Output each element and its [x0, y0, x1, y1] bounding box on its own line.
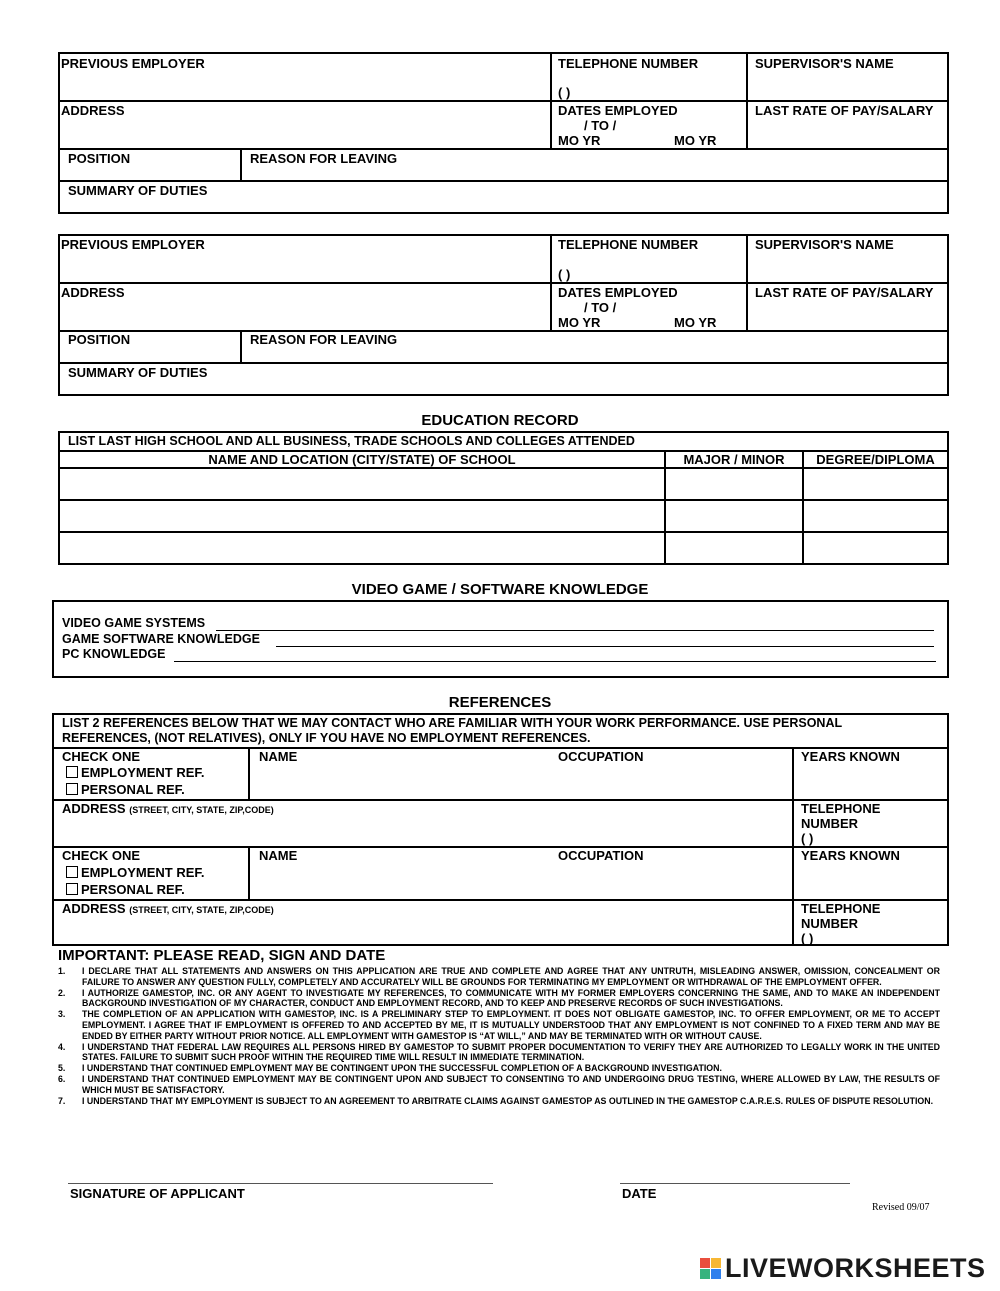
signature-label: SIGNATURE OF APPLICANT — [70, 1186, 245, 1201]
last-rate-field[interactable] — [746, 282, 947, 330]
game-software-line[interactable] — [276, 646, 934, 647]
notice-item: 1. I DECLARE THAT ALL STATEMENTS AND ANSWERS ON THIS APPLICATION ARE TRUE AND COMPLETE AND AGREE THAT ANY UNTRUTH, MISLEADING ANSWER, OMISSION, CONCEALMENT OR FAILURE TO ANSWER ANY QUESTION FULLY, COMPLETELY AND ACCURATELY WILL BE GROUNDS FOR TERMINATING MY EMPLOYMENT OR WITHDRAWAL OF THE EMPLOYMENT OFFER. — [58, 966, 940, 987]
employment-ref-option[interactable]: EMPLOYMENT REF. — [66, 865, 205, 880]
previous-employer-label: PREVIOUS EMPLOYER — [61, 237, 205, 252]
personal-ref-option[interactable]: PERSONAL REF. — [66, 882, 185, 897]
ref-name-label: NAME — [259, 848, 298, 863]
references-instruction: LIST 2 REFERENCES BELOW THAT WE MAY CONTACT WHO ARE FAMILIAR WITH YOUR WORK PERFORMANCE. USE PERSONAL REFERENCES, (NOT RELATIVES), ONLY IF YOU HAVE NO EMPLOYMENT REFERENCES. — [62, 716, 842, 745]
supervisors-name-field[interactable] — [746, 236, 947, 282]
degree-field-3[interactable] — [804, 533, 947, 563]
ref-name-field[interactable] — [250, 848, 792, 899]
phone-parens: ( ) — [558, 85, 571, 100]
employer-block-1 — [58, 52, 949, 214]
summary-of-duties-field[interactable] — [60, 362, 947, 394]
summary-of-duties-field[interactable] — [60, 180, 947, 212]
reason-for-leaving-label: REASON FOR LEAVING — [250, 332, 398, 347]
address-field[interactable] — [60, 100, 550, 148]
video-game-systems-line[interactable] — [216, 630, 934, 631]
position-label: POSITION — [68, 332, 131, 347]
important-list — [58, 966, 940, 1106]
liveworksheets-logo — [700, 1253, 986, 1284]
supervisors-name-label: SUPERVISOR'S NAME — [755, 56, 894, 71]
school-field-2[interactable] — [60, 501, 664, 531]
personal-ref-option[interactable]: PERSONAL REF. — [66, 782, 185, 797]
school-field-1[interactable] — [60, 469, 664, 499]
reason-for-leaving-label: REASON FOR LEAVING — [250, 151, 398, 166]
col-school-header: NAME AND LOCATION (CITY/STATE) OF SCHOOL — [208, 452, 516, 467]
ref-phone-parens: ( ) — [801, 831, 814, 846]
telephone-number-field[interactable] — [550, 54, 746, 100]
previous-employer-label: PREVIOUS EMPLOYER — [61, 56, 205, 71]
previous-employer-field[interactable] — [60, 236, 550, 282]
reason-for-leaving-field[interactable] — [240, 330, 947, 362]
signature-line[interactable] — [68, 1183, 493, 1184]
ref-address-field[interactable] — [54, 901, 792, 944]
ref-name-label: NAME — [259, 749, 298, 764]
education-table — [58, 431, 949, 565]
logo-text: LIVEWORKSHEETS — [725, 1253, 986, 1283]
ref-telephone-field[interactable] — [794, 801, 947, 846]
dates-employed-field[interactable] — [550, 100, 746, 148]
references-title: REFERENCES — [448, 694, 552, 711]
employment-ref-option[interactable]: EMPLOYMENT REF. — [66, 765, 205, 780]
years-known-label: YEARS KNOWN — [801, 749, 900, 764]
check-one-label: CHECK ONE — [62, 848, 141, 863]
notice-item: 3. THE COMPLETION OF AN APPLICATION WITH GAMESTOP, INC. IS A PRELIMINARY STEP TO EMPLOYMENT. IT DOES NOT OBLIGATE GAMESTOP, INC. TO OFFER EMPLOYMENT, OR ME TO ACCEPT EMPLOYMENT. I AGREE THAT IF EMPLOYMENT IS OFFERED TO AND ACCEPTED BY ME, IT IS MUTUALLY UNDERSTOOD THAT ANY EMPLOYMENT IS NOT CONFINED TO A FIXED TERM AND MAY BE ENDED BY EITHER PARTY WITHOUT PRIOR NOTICE. ALL EMPLOYMENT WITH GAMESTOP IS “AT WILL,” AND MAY BE TERMINATED WITH OR WITHOUT CAUSE. — [58, 1009, 940, 1041]
school-field-3[interactable] — [60, 533, 664, 563]
telephone-number-field[interactable] — [550, 236, 746, 282]
years-known-field[interactable] — [794, 848, 947, 899]
last-rate-label: LAST RATE OF PAY/SALARY — [755, 103, 934, 118]
years-known-field[interactable] — [794, 749, 947, 799]
employer-block-2 — [58, 234, 949, 396]
col-degree-header: DEGREE/DIPLOMA — [816, 452, 935, 467]
ref-name-field[interactable] — [250, 749, 792, 799]
mo-yr-to: MO YR — [674, 133, 717, 148]
knowledge-title: VIDEO GAME / SOFTWARE KNOWLEDGE — [351, 581, 649, 598]
degree-field-1[interactable] — [804, 469, 947, 499]
supervisors-name-field[interactable] — [746, 54, 947, 100]
ref-number-label: NUMBER — [801, 816, 859, 831]
pc-knowledge-line[interactable] — [174, 661, 936, 662]
education-instruction: LIST LAST HIGH SCHOOL AND ALL BUSINESS, TRADE SCHOOLS AND COLLEGES ATTENDED — [68, 434, 635, 448]
revised-note: Revised 09/07 — [872, 1202, 930, 1213]
logo-mark-icon — [700, 1258, 721, 1279]
position-field[interactable] — [60, 148, 240, 180]
address-label: ADDRESS — [61, 103, 125, 118]
dates-employed-label: DATES EMPLOYED — [558, 285, 678, 300]
telephone-number-label: TELEPHONE NUMBER — [558, 237, 699, 252]
col-major-header: MAJOR / MINOR — [683, 452, 785, 467]
previous-employer-field[interactable] — [60, 54, 550, 100]
reason-for-leaving-field[interactable] — [240, 148, 947, 180]
notice-item: 6. I UNDERSTAND THAT CONTINUED EMPLOYMENT MAY BE CONTINGENT UPON AND SUBJECT TO CONSENTING TO AND UNDERGOING DRUG TESTING, WHERE ALLOWED BY LAW, THE RESULTS OF WHICH MUST BE SATISFACTORY. — [58, 1073, 940, 1095]
ref-address-label: ADDRESS (STREET, CITY, STATE, ZIP,CODE) — [62, 801, 274, 816]
notice-item: 7. I UNDERSTAND THAT MY EMPLOYMENT IS SUBJECT TO AN AGREEMENT TO ARBITRATE CLAIMS AGAINST GAMESTOP AS OUTLINED IN THE GAMESTOP C.A.R.E.S. RULES OF DISPUTE RESOLUTION. — [58, 1095, 934, 1106]
mo-yr-to: MO YR — [674, 315, 717, 330]
ref-occupation-label: OCCUPATION — [558, 749, 644, 764]
address-label: ADDRESS — [61, 285, 125, 300]
ref-address-field[interactable] — [54, 801, 792, 846]
video-game-systems-label: VIDEO GAME SYSTEMS — [62, 616, 206, 630]
ref-telephone-label: TELEPHONE — [801, 901, 881, 916]
major-field-3[interactable] — [666, 533, 802, 563]
checkbox-icon[interactable] — [66, 766, 78, 778]
ref-number-label: NUMBER — [801, 916, 859, 931]
notice-item: 5. I UNDERSTAND THAT CONTINUED EMPLOYMENT MAY BE CONTINGENT UPON THE SUCCESSFUL COMPLETION OF A BACKGROUND INVESTIGATION. — [58, 1063, 722, 1074]
notice-item: 2. I AUTHORIZE GAMESTOP, INC. OR ANY AGENT TO INVESTIGATE MY REFERENCES, TO COMMUNICATE WITH MY FORMER EMPLOYERS CONCERNING THE SAME, AND TO MAKE AN INDEPENDENT BACKGROUND INVESTIGATION OF MY CHARACTER, CONDUCT AND EMPLOYMENT RECORD, AND TO KEEP AND PRESERVE RECORDS OF SUCH INVESTIGATIONS. — [58, 987, 940, 1009]
dates-employed-field[interactable] — [550, 282, 746, 330]
checkbox-icon[interactable] — [66, 783, 78, 795]
references-table — [52, 713, 949, 946]
knowledge-box — [52, 600, 949, 678]
supervisors-name-label: SUPERVISOR'S NAME — [755, 237, 894, 252]
degree-field-2[interactable] — [804, 501, 947, 531]
telephone-number-label: TELEPHONE NUMBER — [558, 56, 699, 71]
last-rate-field[interactable] — [746, 100, 947, 148]
dates-line: / TO / — [584, 118, 617, 133]
mo-yr-from: MO YR — [558, 133, 601, 148]
mo-yr-from: MO YR — [558, 315, 601, 330]
date-line[interactable] — [620, 1183, 850, 1184]
checkbox-icon[interactable] — [66, 866, 78, 878]
major-field-1[interactable] — [666, 469, 802, 499]
ref-telephone-label: TELEPHONE — [801, 801, 881, 816]
date-label: DATE — [622, 1186, 657, 1201]
address-field[interactable] — [60, 282, 550, 330]
dates-line: / TO / — [584, 300, 617, 315]
ref-occupation-label: OCCUPATION — [558, 848, 644, 863]
position-field[interactable] — [60, 330, 240, 362]
years-known-label: YEARS KNOWN — [801, 848, 900, 863]
pc-knowledge-label: PC KNOWLEDGE — [62, 647, 166, 661]
summary-of-duties-label: SUMMARY OF DUTIES — [68, 365, 208, 380]
game-software-label: GAME SOFTWARE KNOWLEDGE — [62, 632, 260, 646]
dates-employed-label: DATES EMPLOYED — [558, 103, 678, 118]
ref-address-label: ADDRESS (STREET, CITY, STATE, ZIP,CODE) — [62, 901, 274, 916]
phone-parens: ( ) — [558, 267, 571, 282]
position-label: POSITION — [68, 151, 131, 166]
major-field-2[interactable] — [666, 501, 802, 531]
last-rate-label: LAST RATE OF PAY/SALARY — [755, 285, 934, 300]
important-title: IMPORTANT: PLEASE READ, SIGN AND DATE — [58, 947, 386, 964]
ref-telephone-field[interactable] — [794, 901, 947, 944]
notice-item: 4. I UNDERSTAND THAT FEDERAL LAW REQUIRES ALL PERSONS HIRED BY GAMESTOP TO SUBMIT PROPER DOCUMENTATION TO VERIFY THEY ARE AUTHORIZED TO LEGALLY WORK IN THE UNITED STATES. FAILURE TO SUBMIT SUCH PROOF WITHIN THE REQUIRED TIME WILL RESULT IN IMMEDIATE TERMINATION. — [58, 1041, 940, 1063]
checkbox-icon[interactable] — [66, 883, 78, 895]
education-record-title: EDUCATION RECORD — [421, 412, 579, 429]
ref-phone-parens: ( ) — [801, 931, 814, 946]
check-one-label: CHECK ONE — [62, 749, 141, 764]
summary-of-duties-label: SUMMARY OF DUTIES — [68, 183, 208, 198]
